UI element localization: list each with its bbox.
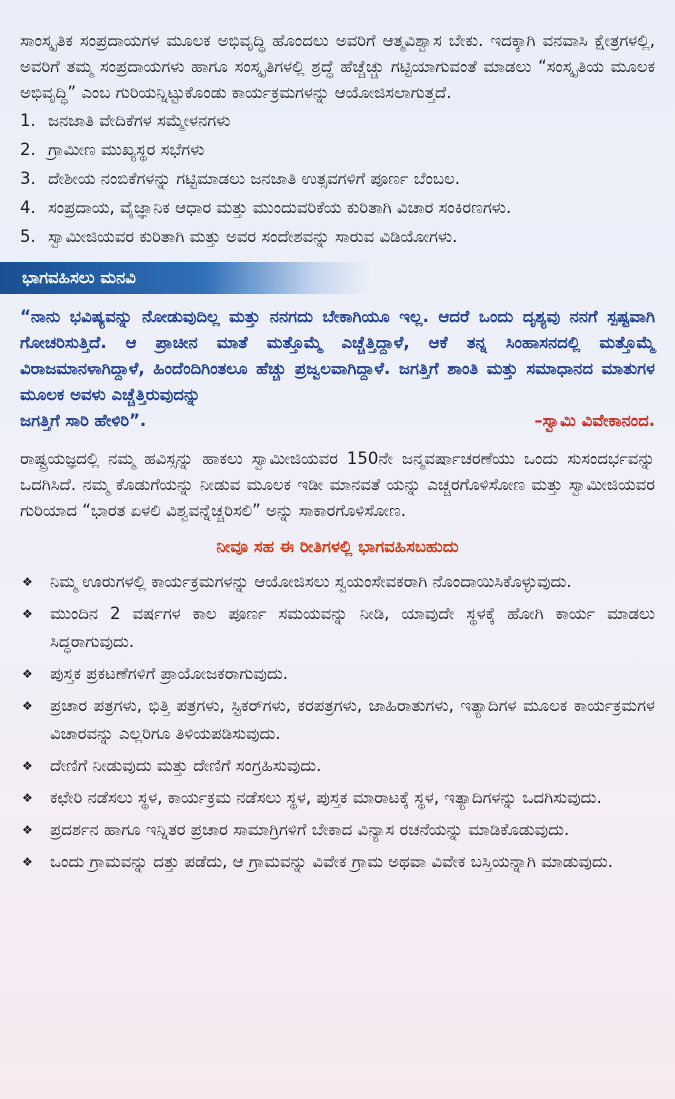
list-number: 5. (20, 227, 36, 246)
bullet-text: ನಿಮ್ಮ ಊರುಗಳಲ್ಲಿ ಕಾರ್ಯಕ್ರಮಗಳನ್ನು ಆಯೋಜಿಸಲು ಸ್ವಯಂಸೇವಕರಾಗಿ ನೊಂದಾಯಿಸಿಕೊಳ್ಳುವುದು. (50, 572, 572, 591)
diamond-bullet-icon: ❖ (22, 791, 33, 805)
bullet-item (20, 568, 655, 596)
bullet-text: ದೇಣಿಗೆ ನೀಡುವುದು ಮತ್ತು ದೇಣಿಗೆ ಸಂಗ್ರಹಿಸುವುದು. (50, 756, 322, 775)
bullet-item (20, 660, 655, 688)
quote-author: –ಸ್ವಾಮಿ ವಿವೇಕಾನಂದ. (534, 411, 655, 430)
list-number: 3. (20, 169, 36, 188)
diamond-bullet-icon: ❖ (22, 823, 33, 837)
quote-tail: ಜಗತ್ತಿಗೆ ಸಾರಿ ಹೇಳಿರಿ”. (20, 411, 147, 430)
diamond-bullet-icon: ❖ (22, 855, 33, 869)
diamond-bullet-icon: ❖ (22, 607, 33, 621)
list-item (20, 224, 655, 250)
participation-subheading: ನೀವೂ ಸಹ ಈ ರೀತಿಗಳಲ್ಲಿ ಭಾಗವಹಿಸಬಹುದು (216, 537, 459, 556)
list-text: ಜನಜಾತಿ ವೇದಿಕೆಗಳ ಸಮ್ಮೇಳನಗಳು (48, 111, 231, 130)
list-text: ದೇಶೀಯ ನಂಬಿಕೆಗಳನ್ನು ಗಟ್ಟಿಮಾಡಲು ಜನಜಾತಿ ಉತ್ಸವಗಳಿಗೆ ಪೂರ್ಣ ಬೆಂಬಲ. (48, 169, 461, 188)
bullet-item (20, 784, 655, 812)
list-text: ಗ್ರಾಮೀಣ ಮುಖ್ಯಸ್ಥರ ಸಭೆಗಳು (48, 140, 205, 159)
program-list (20, 108, 655, 250)
diamond-bullet-icon: ❖ (22, 575, 33, 589)
quote-closing-line (20, 408, 655, 434)
list-item (20, 137, 655, 163)
list-item (20, 166, 655, 192)
list-text: ಸಂಪ್ರದಾಯ, ವೈಜ್ಞಾನಿಕ ಆಧಾರ ಮತ್ತು ಮುಂದುವರಿಕೆಯ ಕುರಿತಾಗಿ ವಿಚಾರ ಸಂಕಿರಣಗಳು. (48, 198, 512, 217)
bullet-item (20, 816, 655, 844)
bullet-item (20, 848, 655, 876)
bullet-item (20, 692, 655, 748)
body-paragraph: ರಾಷ್ಟ್ರಯಜ್ಞದಲ್ಲಿ ನಮ್ಮ ಹವಿಸ್ಸನ್ನು ಹಾಕಲು ಸ್ವಾಮೀಜಿಯವರ 150ನೇ ಜನ್ಮವರ್ಷಾಚರಣೆಯು ಒಂದು ಸುಸಂದರ್ಭವನ್ನು ಒದಗಿಸಿದೆ. ನಮ್ಮ ಕೊಡುಗೆಯನ್ನು ನೀಡುವ ಮೂಲಕ ಇಡೀ ಮಾನವತೆ ಯನ್ನು ಎಚ್ಚರಗೊಳಿಸೋಣ ಮತ್ತು ಸ್ವಾಮೀಜಿಯವರ ಗುರಿಯಾದ “ಭಾರತ ಏಳಲಿ ವಿಶ್ವವನ್ನೆಚ್ಚರಿಸಲಿ” ಅನ್ನು ಸಾಕಾರಗೊಳಿಸೋಣ. (20, 449, 655, 520)
participation-list (20, 568, 655, 876)
list-item (20, 108, 655, 134)
diamond-bullet-icon: ❖ (22, 667, 33, 681)
bullet-item (20, 600, 655, 656)
list-item (20, 195, 655, 221)
vivekananda-quote: “ನಾನು ಭವಿಷ್ಯವನ್ನು ನೋಡುವುದಿಲ್ಲ ಮತ್ತು ನನಗದು ಬೇಕಾಗಿಯೂ ಇಲ್ಲ. ಆದರೆ ಒಂದು ದೃಶ್ಯವು ನನಗೆ ಸ್ಪಷ್ಟವಾಗಿ ಗೋಚರಿಸುತ್ತಿದೆ. ಆ ಪ್ರಾಚೀನ ಮಾತೆ ಮತ್ತೊಮ್ಮೆ ಎಚ್ಚೆತ್ತಿದ್ದಾಳೆ, ಆಕೆ ತನ್ನ ಸಿಂಹಾಸನದಲ್ಲಿ ಮತ್ತೊಮ್ಮೆ ವಿರಾಜಮಾನಳಾಗಿದ್ದಾಳೆ, ಹಿಂದೆಂದಿಗಿಂತಲೂ ಹೆಚ್ಚು ಪ್ರಜ್ವಲವಾಗಿದ್ದಾಳೆ. ಜಗತ್ತಿಗೆ ಶಾಂತಿ ಮತ್ತು ಸಮಾಧಾನದ ಮಾತುಗಳ ಮೂಲಕ ಅವಳು ಎಚ್ಚೆತ್ತಿರುವುದನ್ನು (20, 307, 655, 404)
list-number: 1. (20, 111, 36, 130)
bullet-text: ಮುಂದಿನ 2 ವರ್ಷಗಳ ಕಾಲ ಪೂರ್ಣ ಸಮಯವನ್ನು ನೀಡಿ, ಯಾವುದೇ ಸ್ಥಳಕ್ಕೆ ಹೋಗಿ ಕಾರ್ಯ ಮಾಡಲು ಸಿದ್ಧರಾಗುವುದು. (50, 604, 655, 651)
bullet-text: ಪ್ರಚಾರ ಪತ್ರಗಳು, ಭಿತ್ತಿ ಪತ್ರಗಳು, ಸ್ಟಿಕರ್‌ಗಳು, ಕರಪತ್ರಗಳು, ಜಾಹಿರಾತುಗಳು, ಇತ್ಯಾದಿಗಳ ಮೂಲಕ ಕಾರ್ಯಕ್ರಮಗಳ ವಿಚಾರವನ್ನು ಎಲ್ಲರಿಗೂ ತಿಳಿಯಪಡಿಸುವುದು. (50, 696, 655, 743)
list-text: ಸ್ವಾಮೀಜಿಯವರ ಕುರಿತಾಗಿ ಮತ್ತು ಅವರ ಸಂದೇಶವನ್ನು ಸಾರುವ ವಿಡಿಯೋಗಳು. (48, 227, 458, 246)
diamond-bullet-icon: ❖ (22, 759, 33, 773)
bullet-text: ಕಛೇರಿ ನಡೆಸಲು ಸ್ಥಳ, ಕಾರ್ಯಕ್ರಮ ನಡೆಸಲು ಸ್ಥಳ, ಪುಸ್ತಕ ಮಾರಾಟಕ್ಕೆ ಸ್ಥಳ, ಇತ್ಯಾದಿಗಳನ್ನು ಒದಗಿಸುವುದು. (50, 788, 602, 807)
bullet-text: ಒಂದು ಗ್ರಾಮವನ್ನು ದತ್ತು ಪಡೆದು, ಆ ಗ್ರಾಮವನ್ನು ವಿವೇಕ ಗ್ರಾಮ ಅಥವಾ ವಿವೇಕ ಬಸ್ತಿಯನ್ನಾಗಿ ಮಾಡುವುದು. (50, 852, 614, 871)
list-number: 2. (20, 140, 36, 159)
bullet-item (20, 752, 655, 780)
list-number: 4. (20, 198, 36, 217)
bullet-text: ಪ್ರದರ್ಶನ ಹಾಗೂ ಇನ್ನಿತರ ಪ್ರಚಾರ ಸಾಮಾಗ್ರಿಗಳಿಗೆ ಬೇಕಾದ ವಿನ್ಯಾಸ ರಚನೆಯನ್ನು ಮಾಡಿಕೊಡುವುದು. (50, 820, 570, 839)
section-heading-bar: ಭಾಗವಹಿಸಲು ಮನವಿ (0, 262, 370, 294)
intro-paragraph: ಸಾಂಸ್ಕೃತಿಕ ಸಂಪ್ರದಾಯಗಳ ಮೂಲಕ ಅಭಿವೃದ್ಧಿ ಹೊಂದಲು ಅವರಿಗೆ ಆತ್ಮವಿಶ್ವಾಸ ಬೇಕು. ಇದಕ್ಕಾಗಿ ವನವಾಸಿ ಕ್ಷೇತ್ರಗಳಲ್ಲಿ, ಅವರಿಗೆ ತಮ್ಮ ಸಂಪ್ರದಾಯಗಳು ಹಾಗೂ ಸಂಸ್ಕೃತಿಗಳಲ್ಲಿ ಶ್ರದ್ಧೆ ಹೆಚ್ಚೆಚ್ಚು ಗಟ್ಟಿಯಾಗುವಂತೆ ಮಾಡಲು “ಸಂಸ್ಕೃತಿಯ ಮೂಲಕ ಅಭಿವೃದ್ಧಿ” ಎಂಬ ಗುರಿಯನ್ನಿಟ್ಟುಕೊಂಡು ಕಾರ್ಯಕ್ರಮಗಳನ್ನು ಆಯೋಜಿಸಲಾಗುತ್ತದೆ. (20, 31, 655, 102)
bullet-text: ಪುಸ್ತಕ ಪ್ರಕಟಣೆಗಳಿಗೆ ಪ್ರಾಯೋಜಕರಾಗುವುದು. (50, 664, 289, 683)
diamond-bullet-icon: ❖ (22, 699, 33, 713)
